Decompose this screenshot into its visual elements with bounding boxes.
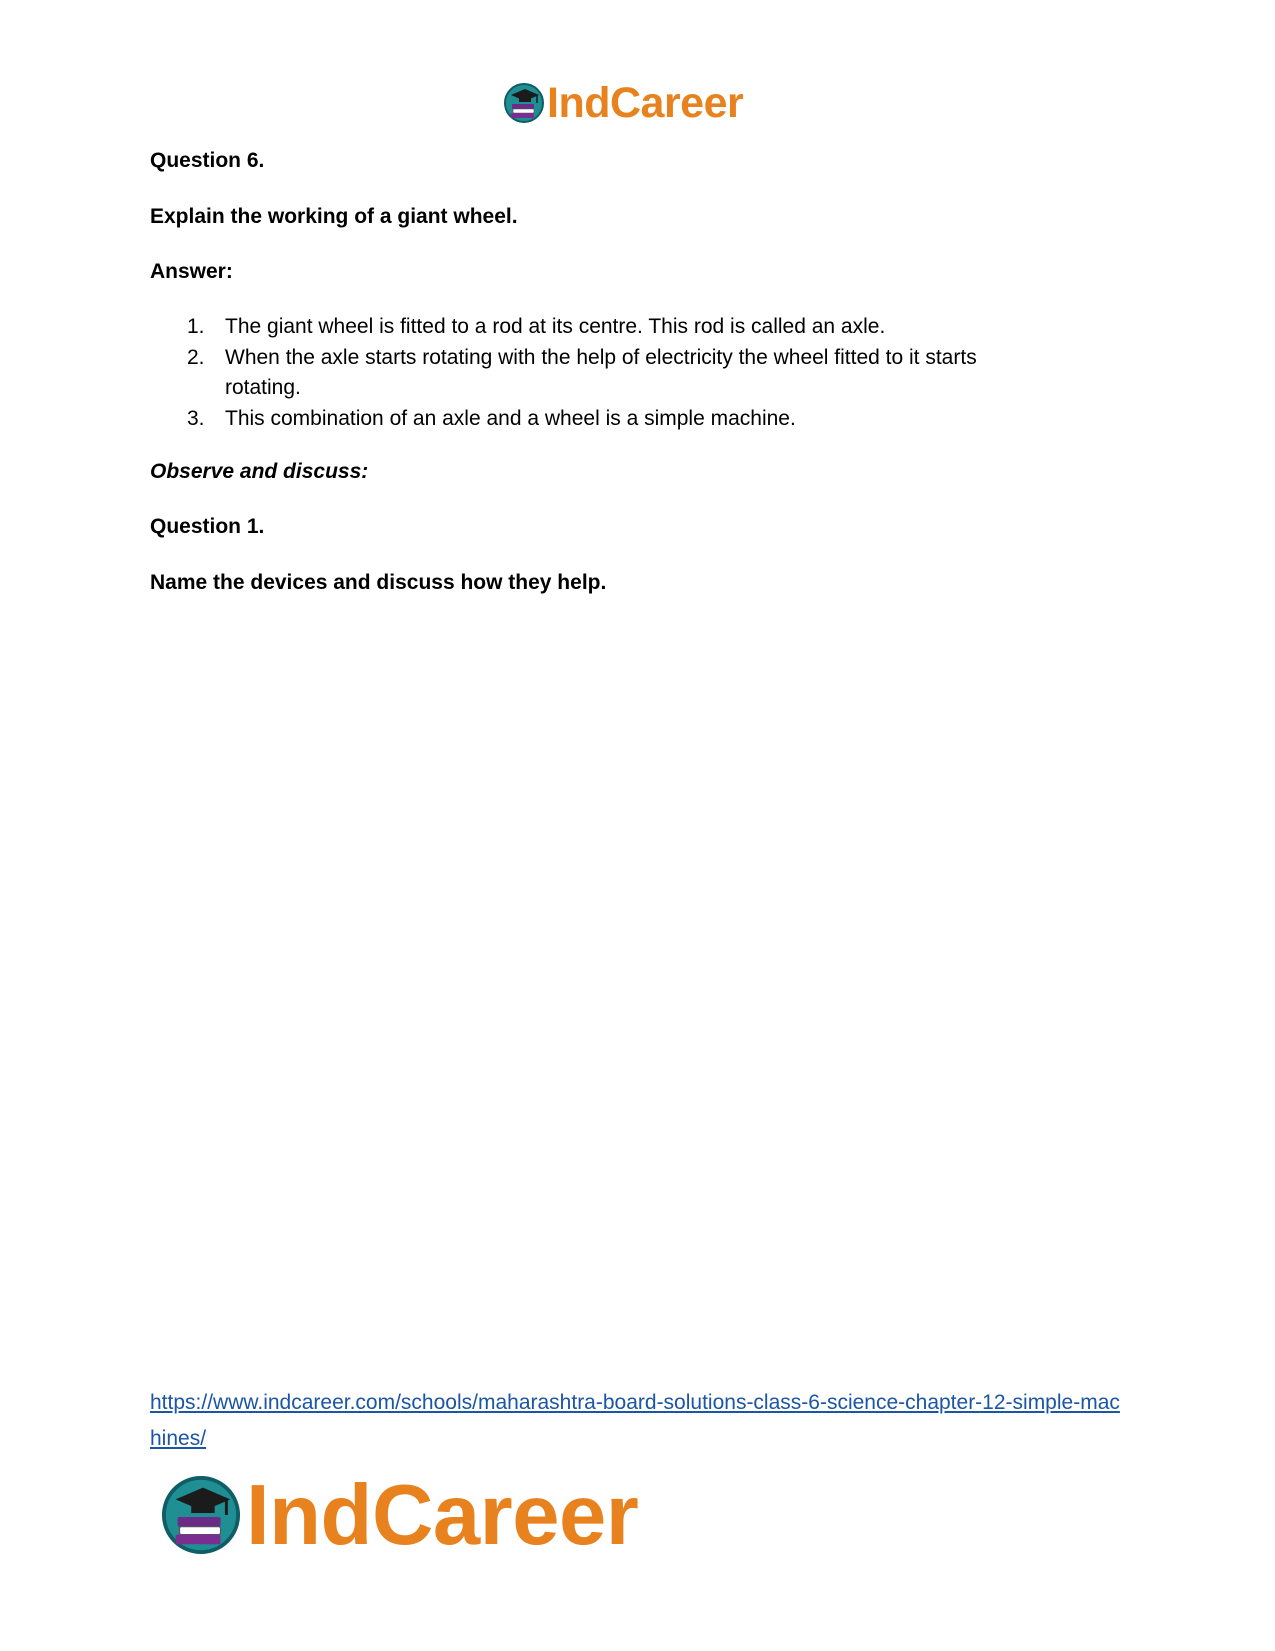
observe-and-discuss-heading: Observe and discuss:	[150, 460, 369, 483]
question-6-label: Question 6.	[150, 149, 265, 172]
list-item-text: The giant wheel is fitted to a rod at its centre. This rod is called an axle.	[225, 315, 886, 338]
question-1-text: Name the devices and discuss how they help.	[150, 571, 607, 594]
footer-logo	[160, 1467, 639, 1563]
list-item-text: When the axle starts rotating with the help of electricity the wheel fitted to it starts rotating.	[225, 345, 977, 399]
source-url-link[interactable]: https://www.indcareer.com/schools/maharashtra-board-solutions-class-6-science-chapter-12-simple-machines/	[150, 1391, 1120, 1450]
list-item	[150, 312, 1050, 343]
list-item-number: 2.	[187, 345, 205, 369]
header-logo-text: IndCareer	[547, 78, 744, 127]
header-logo	[503, 78, 743, 128]
list-item-number: 3.	[187, 406, 205, 430]
list-item	[150, 404, 1050, 435]
graduation-cap-books-globe-icon	[503, 82, 545, 124]
list-item	[150, 343, 1050, 404]
footer-logo-text: IndCareer	[246, 1467, 639, 1563]
graduation-cap-books-globe-icon	[160, 1474, 242, 1556]
answer-list	[150, 312, 1050, 434]
answer-label: Answer:	[150, 260, 233, 283]
question-6-text: Explain the working of a giant wheel.	[150, 205, 518, 228]
question-1-label: Question 1.	[150, 515, 265, 538]
list-item-number: 1.	[187, 315, 205, 338]
list-item-text: This combination of an axle and a wheel is a simple machine.	[225, 406, 796, 430]
